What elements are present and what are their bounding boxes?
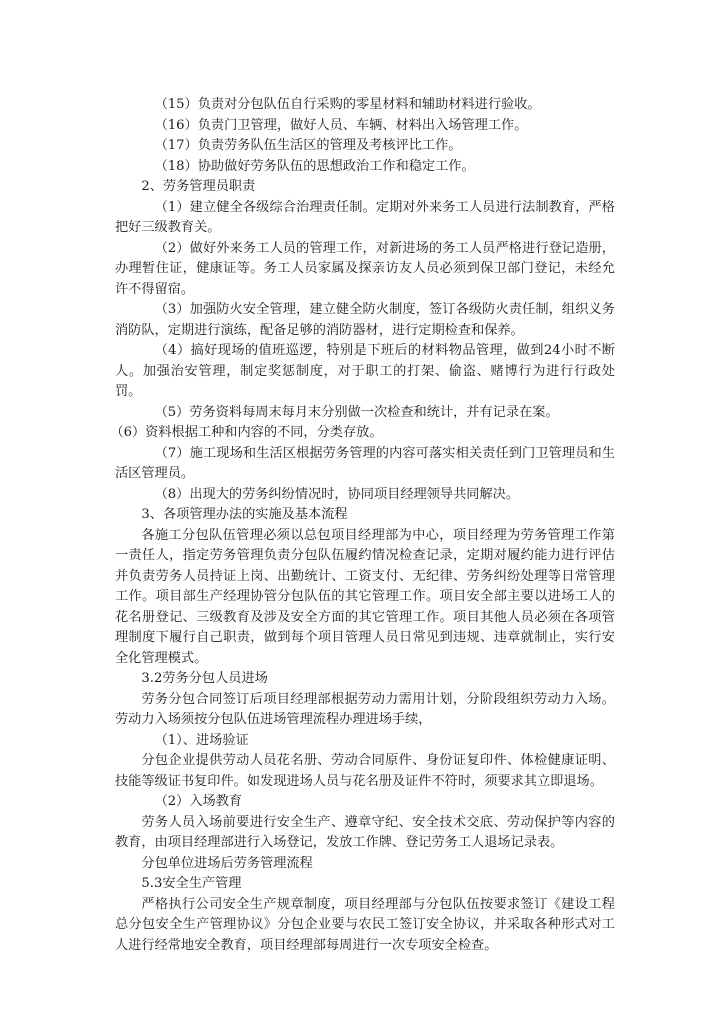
subheading-entry-verification: （1）、进场验证	[154, 732, 249, 748]
paragraph-safety-management: 严格执行公司安全生产规章制度，项目经理部与分包队伍按要求签订《建设工程总分包安全生产管理协议》分包企业要与农民工签订安全协议，并采取各种形式对工人进行经常地安全教育，项目经理部每周进行一次专项安全检查。	[115, 896, 615, 953]
paragraph-duty-2: （2）做好外来务工人员的管理工作，对新进场的务工人员严格进行登记造册，办理暂住证，健康证等。务工人员家属及探亲访友人员必须到保卫部门登记，未经允许不得留宿。	[115, 240, 615, 297]
section-heading-5-3: 5.3安全生产管理	[141, 876, 242, 891]
paragraph-17: （17）负责劳务队伍生活区的管理及考核评比工作。	[154, 138, 462, 153]
section-heading-management-methods: 3、各项管理办法的实施及基本流程	[141, 507, 348, 522]
paragraph-duty-5: （5）劳务资料每周末每月末分别做一次检查和统计，并有记录在案。	[154, 404, 559, 420]
paragraph-16: （16）负责门卫管理，做好人员、车辆、材料出入场管理工作。	[154, 117, 528, 133]
paragraph-15: （15）负责对分包队伍自行采购的零星材料和辅助材料进行验收。	[154, 97, 541, 112]
paragraph-duty-8: （8）出现大的劳务纠纷情况时，协同项目经理领导共同解决。	[154, 486, 520, 502]
paragraph-duty-3: （3）加强防火安全管理，建立健全防火制度，签订各级防火责任制，组织义务消防队，定期进行演练，配备足够的消防器材，进行定期检查和保养。	[115, 302, 615, 338]
subheading-entry-education: （2）入场教育	[154, 794, 243, 809]
paragraph-duty-1: （1）建立健全各级综合治理责任制。定期对外来务工人员进行法制教育，严格把好三级教育关。	[115, 199, 615, 235]
paragraph-duty-7: （7）施工现场和生活区根据劳务管理的内容可落实相关责任到门卫管理员和生活区管理员。	[115, 445, 615, 481]
paragraph-management-methods: 各施工分包队伍管理必须以总包项目经理部为中心，项目经理为劳务管理工作第一责任人，指定劳务管理负责分包队伍履约情况检查记录，定期对履约能力进行评估并负责劳务人员持证上岗、出勤统计、工资支付、无纪律、劳务纠纷处理等日常管理工作。项目部生产经理协管分包队伍的其它管理工作。项目安全部主要以进场工人的花名册登记、三级教育及涉及安全方面的其它管理工作。项目其他人员必须在各项管理制度下履行自己职责，做到每个项目管理人员日常见到违规、违章就制止，实行安全化管理模式。	[115, 527, 615, 666]
document-page	[110, 95, 615, 956]
paragraph-entry-verification: 分包企业提供劳动人员花名册、劳动合同原件、身份证复印件、体检健康证明、技能等级证书复印件。如发现进场人员与花名册及证件不符时，须要求其立即退场。	[115, 753, 615, 789]
paragraph-entry-education: 劳务人员入场前要进行安全生产、遵章守纪、安全技术交底、劳动保护等内容的教育，由项目经理部进行入场登记，发放工作牌、登记劳务工人退场记录表。	[115, 814, 615, 850]
section-heading-labor-manager: 2、劳务管理员职责	[141, 179, 256, 194]
section-heading-3-2: 3.2劳务分包人员进场	[141, 671, 268, 686]
paragraph-duty-6: （6）资料根据工种和内容的不同，分类存放。	[110, 425, 383, 440]
paragraph-18: （18）协助做好劳务队伍的思想政治工作和稳定工作。	[154, 158, 475, 174]
paragraph-duty-4: （4）搞好现场的值班巡逻，特别是下班后的材料物品管理，做到24小时不断人。加强治安管理，制定奖惩制度，对于职工的打架、偷盗、赌博行为进行行政处罚。	[115, 343, 615, 399]
paragraph-post-entry-flow: 分包单位进场后劳务管理流程	[141, 855, 313, 871]
paragraph-labor-entry: 劳务分包合同签订后项目经理部根据劳动力需用计划，分阶段组织劳动力入场。劳动力入场须按分包队伍进场管理流程办理进场手续，	[115, 691, 615, 727]
